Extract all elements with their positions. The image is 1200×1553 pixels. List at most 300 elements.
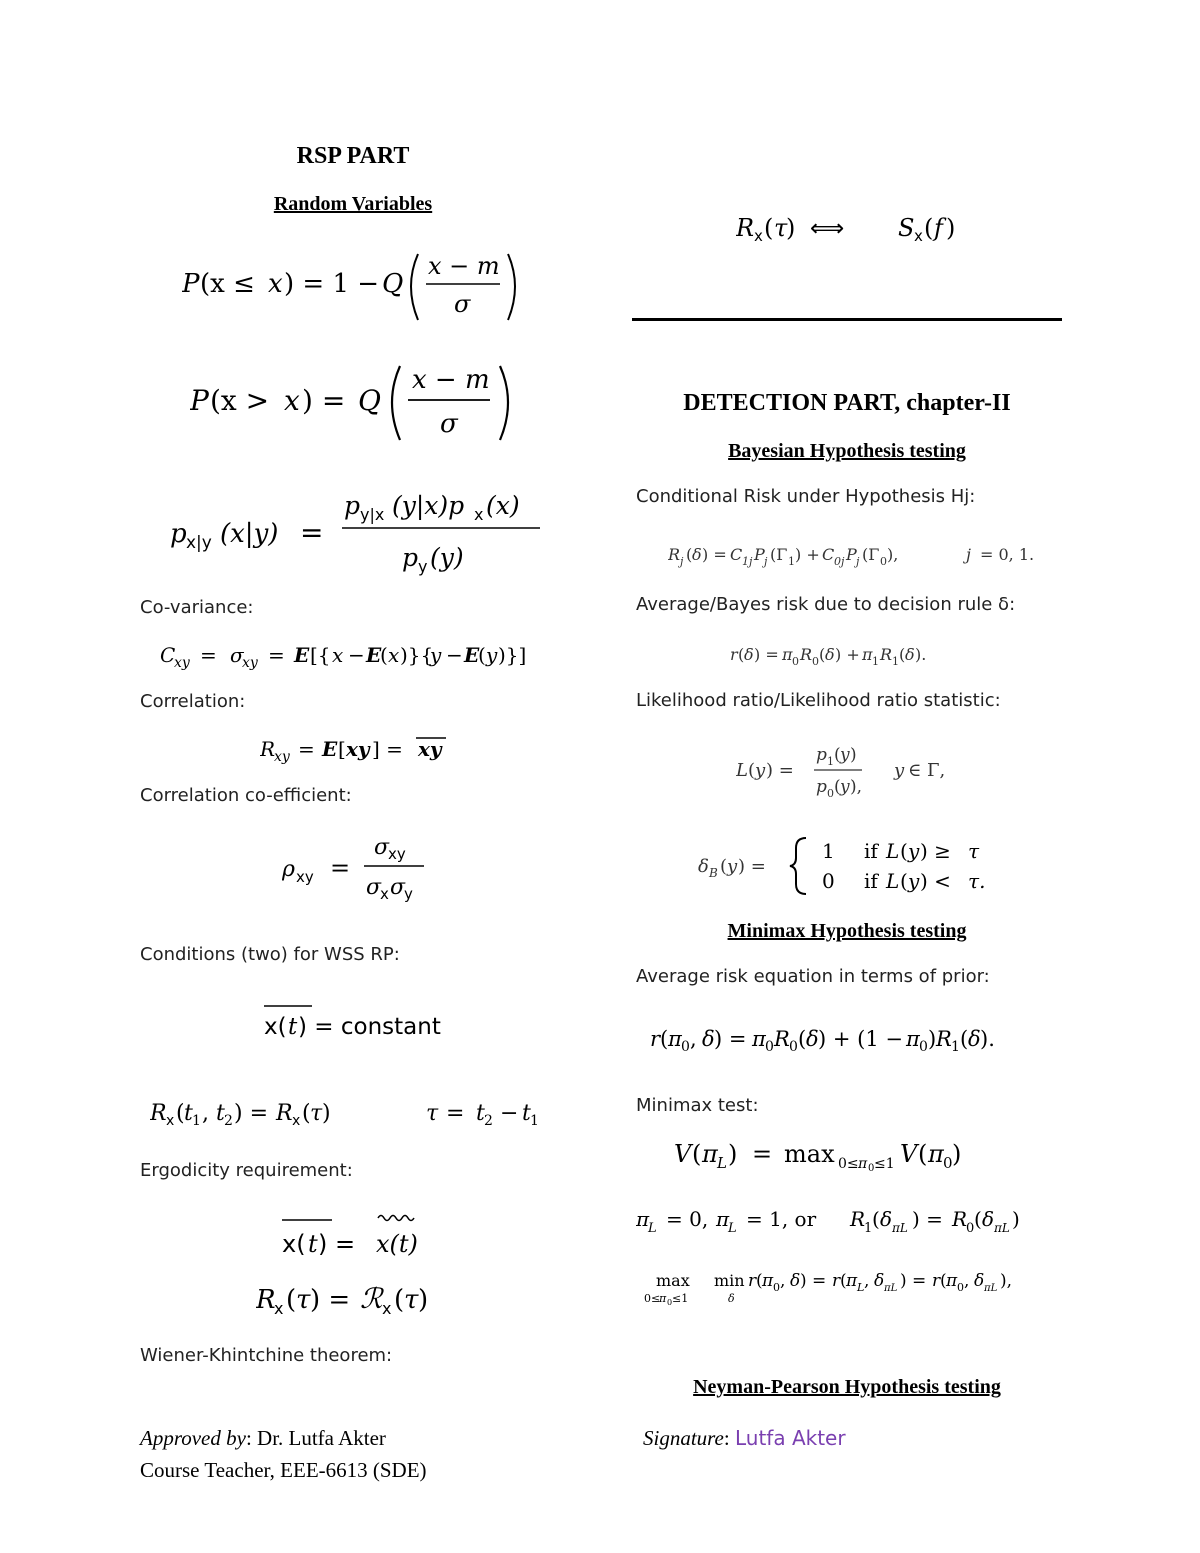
svg-text:0: 0: [773, 1281, 780, 1294]
svg-text:): ): [418, 1285, 429, 1315]
svg-text:): ): [1012, 1207, 1020, 1231]
bayesian-heading: Bayesian Hypothesis testing: [728, 440, 966, 462]
svg-text:0: 0: [812, 655, 819, 668]
svg-text:t: t: [522, 1101, 531, 1126]
svg-text:(: (: [899, 645, 906, 664]
svg-text:xy: xy: [388, 845, 406, 863]
svg-text:Q: Q: [382, 269, 404, 299]
svg-text:τ: τ: [296, 1285, 311, 1315]
svg-text:P: P: [182, 269, 200, 299]
svg-text:πL: πL: [984, 1283, 998, 1294]
svg-text:x: x: [754, 227, 763, 245]
svg-text:S: S: [898, 214, 915, 242]
detection-part-title: DETECTION PART, chapter-II: [683, 390, 1011, 416]
svg-text:(: (: [940, 1271, 947, 1291]
svg-text:π: π: [946, 1271, 958, 1291]
svg-text:xy: xy: [274, 749, 290, 765]
svg-text:1: 1: [822, 839, 835, 863]
svg-text:= 0, 1.: = 0, 1.: [980, 545, 1035, 564]
svg-text:j: j: [680, 555, 684, 568]
svg-text:≤1: ≤1: [672, 1292, 689, 1305]
neyman-pearson-heading: Neyman-Pearson Hypothesis testing: [693, 1376, 1001, 1398]
svg-text:π: π: [636, 1207, 650, 1231]
svg-text:) =: ) =: [714, 1027, 747, 1051]
svg-text:δ: δ: [974, 1271, 985, 1291]
wiener-label: Wiener-Khintchine theorem:: [140, 1345, 393, 1366]
svg-text:(y): (y): [430, 543, 464, 572]
svg-text:x − m: x − m: [428, 252, 500, 280]
svg-text:).: ).: [915, 645, 927, 664]
svg-text:) +: ) +: [835, 645, 860, 664]
svg-text:⟺: ⟺: [810, 214, 845, 242]
svg-text:π: π: [668, 1027, 682, 1051]
svg-text:1: 1: [827, 755, 834, 768]
svg-text:x(: x(: [264, 1014, 287, 1040]
svg-text:y: y: [755, 760, 766, 781]
svg-text:) =: ) =: [754, 645, 779, 664]
svg-text:t: t: [308, 1230, 318, 1258]
eq-correlation: [260, 732, 460, 773]
svg-text:(: (: [834, 745, 841, 765]
svg-text:j: j: [856, 555, 860, 568]
svg-text:σ: σ: [390, 875, 406, 900]
svg-text:x: x: [914, 227, 923, 245]
svg-text:1: 1: [192, 1113, 201, 1129]
svg-text:E: E: [366, 643, 382, 667]
svg-text:): ): [786, 214, 796, 242]
svg-text:=: =: [268, 643, 285, 667]
svg-text:δ: δ: [744, 645, 754, 664]
eq-cdf-gt: [190, 360, 530, 449]
svg-text:0: 0: [827, 787, 834, 800]
svg-text:R: R: [256, 1285, 276, 1315]
svg-text:1: 1: [530, 1113, 539, 1129]
svg-text:(: (: [900, 839, 908, 863]
svg-text:σ: σ: [374, 835, 390, 860]
svg-text:V: V: [674, 1140, 692, 1168]
svg-text:0: 0: [880, 555, 887, 568]
svg-text:[: [: [338, 737, 346, 761]
svg-text:C: C: [730, 545, 743, 564]
svg-text:Q: Q: [358, 384, 381, 417]
svg-text:R: R: [668, 545, 681, 564]
svg-text:P: P: [846, 545, 857, 564]
svg-text:max: max: [656, 1271, 690, 1290]
eq-cond-risk: [668, 540, 1048, 575]
svg-text:P: P: [754, 545, 765, 564]
svg-text:x − m: x − m: [412, 365, 490, 395]
svg-text:(: (: [924, 214, 934, 242]
svg-text:L: L: [717, 1154, 727, 1172]
svg-text:(: (: [834, 777, 841, 797]
svg-text:R: R: [276, 1101, 293, 1126]
svg-text:π: π: [858, 1156, 868, 1172]
eq-bayes-conditional: [170, 482, 550, 583]
svg-text:x: x: [166, 1113, 175, 1129]
eq-likelihood: [736, 738, 976, 807]
svg-text:R: R: [736, 214, 755, 242]
svg-text:(: (: [974, 1207, 982, 1231]
svg-text:τ: τ: [310, 1101, 323, 1126]
svg-text:δ: δ: [905, 645, 915, 664]
svg-text:δ: δ: [698, 856, 709, 877]
ergodicity-label: Ergodicity requirement:: [140, 1160, 353, 1181]
svg-text:ρ: ρ: [282, 857, 295, 882]
svg-text:xy: xy: [296, 868, 314, 886]
svg-text:),: ),: [1000, 1271, 1013, 1291]
svg-text:L: L: [736, 760, 748, 781]
svg-text:(y|x)p: (y|x)p: [392, 491, 465, 520]
svg-text:(: (: [764, 214, 774, 242]
eq-wss-mean: [262, 1002, 472, 1047]
svg-text:j: j: [966, 545, 971, 564]
svg-text:,: ,: [964, 1271, 970, 1291]
signature-label: Signature: [643, 1426, 724, 1450]
svg-text:x: x: [332, 643, 344, 667]
svg-text:=: =: [330, 854, 351, 882]
svg-text:(Γ: (Γ: [770, 545, 788, 564]
svg-text:(x >: (x >: [210, 384, 270, 417]
svg-text:= 1, or: = 1, or: [746, 1207, 817, 1231]
svg-text:(: (: [286, 1285, 297, 1315]
svg-text:(: (: [686, 545, 693, 564]
svg-text:L: L: [728, 1221, 737, 1236]
svg-text:1: 1: [872, 655, 879, 668]
svg-text:(: (: [478, 643, 486, 667]
svg-text:0: 0: [957, 1281, 964, 1294]
svg-text:R: R: [936, 1027, 952, 1051]
svg-text:R: R: [800, 645, 813, 664]
svg-text:) = constant: ) = constant: [298, 1014, 441, 1040]
svg-text:y: y: [404, 885, 413, 903]
svg-text:π: π: [862, 645, 873, 664]
svg-text:R: R: [150, 1101, 167, 1126]
svg-text:t: t: [476, 1101, 485, 1126]
random-variables-heading: Random Variables: [273, 193, 433, 215]
svg-text:y: y: [486, 643, 498, 667]
svg-text:): ): [952, 1140, 962, 1168]
svg-text:(: (: [918, 1140, 928, 1168]
svg-text:δ: δ: [982, 1207, 995, 1231]
svg-text:=: =: [752, 1140, 773, 1168]
svg-text:L: L: [857, 1281, 865, 1294]
svg-text:y: y: [840, 745, 850, 765]
svg-text:π: π: [782, 645, 793, 664]
svg-text:r: r: [832, 1271, 841, 1291]
svg-text:) =: ) =: [912, 1207, 943, 1231]
eq-avg-risk: [650, 1020, 1060, 1061]
svg-text:E: E: [322, 737, 338, 761]
svg-text:πL: πL: [994, 1221, 1010, 1235]
svg-text:(: (: [738, 645, 745, 664]
svg-text:P: P: [190, 384, 209, 417]
svg-text:x(t): x(t): [376, 1230, 418, 1258]
svg-text:σ: σ: [454, 290, 471, 318]
svg-text:0: 0: [765, 1039, 774, 1055]
signature-name: Lutfa Akter: [734, 1426, 846, 1450]
approved-by-label: Approved by: [140, 1426, 246, 1450]
eq-cdf-le: [182, 246, 542, 331]
svg-text:t: t: [216, 1101, 225, 1126]
svg-text:=: =: [298, 737, 315, 761]
svg-text:πL: πL: [892, 1221, 908, 1235]
eq-bayes-risk: [730, 640, 990, 675]
svg-text:x: x: [274, 1299, 284, 1318]
svg-text:t: t: [184, 1101, 193, 1126]
svg-text:) +: ) +: [795, 545, 820, 564]
svg-text:(x): (x): [486, 491, 520, 520]
eq-ergodic-corr: [256, 1278, 466, 1325]
svg-text:y: y: [894, 760, 905, 781]
wss-label: Conditions (two) for WSS RP:: [140, 944, 400, 965]
svg-text:,: ,: [690, 1027, 697, 1051]
likelihood-label: Likelihood ratio/Likelihood ratio statistic:: [636, 690, 1001, 711]
svg-text:y: y: [430, 643, 442, 667]
svg-text:) =: ) =: [310, 1285, 351, 1315]
cond-risk-label: Conditional Risk under Hypothesis Hj:: [636, 486, 976, 507]
svg-text:0: 0: [667, 1298, 673, 1307]
svg-text:π: π: [716, 1207, 730, 1231]
svg-text:(: (: [840, 1271, 847, 1291]
svg-text:) = 1 −: ) = 1 −: [284, 269, 380, 299]
svg-text:L: L: [886, 869, 900, 893]
svg-text:y: y: [418, 557, 428, 576]
svg-text:1: 1: [788, 555, 795, 568]
svg-text:),: ),: [887, 545, 899, 564]
svg-text:π: π: [846, 1271, 858, 1291]
svg-text:π: π: [702, 1140, 718, 1168]
svg-text:π: π: [762, 1271, 774, 1291]
svg-text:(: (: [798, 1027, 807, 1051]
svg-text:=: =: [446, 1101, 465, 1126]
eq-covariance: [160, 638, 560, 679]
svg-text:)}]: )}]: [498, 643, 527, 667]
svg-text:(: (: [380, 643, 388, 667]
svg-text:) =: ) =: [318, 1230, 356, 1258]
svg-text:τ: τ: [404, 1285, 419, 1315]
svg-text:(: (: [302, 1101, 311, 1126]
svg-text:(: (: [756, 1271, 763, 1291]
svg-text:x: x: [474, 505, 484, 524]
approved-by-name: : Dr. Lutfa Akter: [245, 1426, 386, 1450]
svg-text:): ): [946, 214, 956, 242]
svg-text:π: π: [928, 1140, 944, 1168]
svg-text:(x ≤: (x ≤: [200, 269, 255, 299]
covariance-label: Co-variance:: [140, 597, 254, 618]
svg-text:x|y: x|y: [186, 533, 212, 553]
minimax-heading: Minimax Hypothesis testing: [727, 920, 967, 942]
svg-text:y: y: [840, 777, 850, 797]
svg-text:−: −: [348, 643, 365, 667]
svg-text:)}{: )}{: [400, 643, 434, 667]
svg-text:,: ,: [780, 1271, 786, 1291]
svg-text:δ: δ: [692, 545, 702, 564]
svg-text:r: r: [932, 1271, 941, 1291]
svg-text:p: p: [344, 491, 361, 520]
svg-text:B: B: [709, 866, 718, 880]
svg-text:∈ Γ,: ∈ Γ,: [908, 760, 946, 781]
svg-text:C: C: [822, 545, 835, 564]
svg-text:(: (: [872, 1207, 880, 1231]
approved-by-line: [140, 1426, 386, 1451]
svg-text:x: x: [380, 885, 389, 903]
signature-line: [643, 1426, 846, 1451]
minimax-test-label: Minimax test:: [636, 1095, 759, 1116]
svg-text:if: if: [864, 839, 878, 863]
svg-text:0≤: 0≤: [644, 1292, 661, 1305]
svg-text:0: 0: [943, 1154, 953, 1172]
svg-text:xy: xy: [346, 737, 370, 761]
svg-text:) =: ) =: [702, 545, 727, 564]
svg-text:−: −: [446, 643, 463, 667]
svg-text:≤1: ≤1: [874, 1156, 895, 1172]
svg-text:).: ).: [980, 1027, 995, 1051]
svg-text:δ: δ: [880, 1207, 893, 1231]
svg-text:y|x: y|x: [360, 505, 385, 524]
svg-text:E: E: [464, 643, 480, 667]
correlation-label: Correlation:: [140, 691, 246, 712]
svg-text:) =: ) =: [800, 1271, 827, 1291]
svg-text:x: x: [284, 384, 300, 417]
svg-text:C: C: [160, 643, 176, 667]
svg-text:σ: σ: [440, 409, 458, 439]
svg-text:π: π: [659, 1292, 667, 1305]
svg-text:= 0,: = 0,: [666, 1207, 709, 1231]
svg-text:y: y: [727, 856, 738, 877]
svg-text:p: p: [816, 745, 827, 765]
svg-text:L: L: [886, 839, 900, 863]
svg-text:x: x: [268, 269, 283, 299]
svg-text:0: 0: [789, 1039, 798, 1055]
svg-text:): ): [728, 1140, 738, 1168]
svg-text:xy: xy: [418, 737, 442, 761]
svg-text:0: 0: [822, 869, 835, 893]
eq-wiener-khintchine: [736, 208, 976, 253]
svg-text:y: y: [908, 869, 920, 893]
svg-text:r: r: [730, 645, 738, 664]
svg-text:): ): [322, 1101, 331, 1126]
svg-text:L: L: [648, 1221, 657, 1236]
svg-text:0: 0: [792, 655, 799, 668]
svg-text:R: R: [774, 1027, 790, 1051]
svg-text:1: 1: [892, 655, 899, 668]
svg-text:t: t: [288, 1014, 298, 1040]
svg-text:πL: πL: [884, 1283, 898, 1294]
svg-text:p: p: [170, 519, 187, 549]
eq-maxmin: [644, 1266, 1094, 1315]
svg-text:R: R: [952, 1207, 968, 1231]
svg-text:(: (: [819, 645, 826, 664]
svg-text:,: ,: [864, 1271, 870, 1291]
svg-text:) =: ) =: [900, 1271, 927, 1291]
svg-text:δ: δ: [790, 1271, 801, 1291]
svg-text:) =: ) =: [234, 1101, 269, 1126]
eq-minimax-v: [674, 1134, 1034, 1179]
svg-text:σ: σ: [366, 875, 382, 900]
svg-text:π: π: [752, 1027, 766, 1051]
svg-text:τ: τ: [426, 1101, 439, 1126]
svg-text:p: p: [402, 543, 419, 572]
svg-text:τ.: τ.: [968, 869, 986, 893]
svg-text:τ: τ: [968, 839, 980, 863]
svg-text:x: x: [388, 643, 400, 667]
svg-text:[{: [{: [310, 643, 331, 667]
avg-risk-label: Average risk equation in terms of prior:: [636, 966, 990, 987]
svg-text:1j: 1j: [742, 555, 753, 568]
svg-text:x: x: [292, 1113, 301, 1129]
svg-text:0: 0: [681, 1039, 690, 1055]
rsp-part-title: RSP PART: [296, 143, 410, 169]
svg-text:x(: x(: [282, 1230, 306, 1258]
svg-text:,: ,: [202, 1101, 209, 1126]
svg-text:xy: xy: [174, 655, 190, 671]
svg-text:σ: σ: [230, 643, 244, 667]
svg-text:x: x: [382, 1299, 392, 1318]
svg-text:δ: δ: [874, 1271, 885, 1291]
eq-corr-coeff: [282, 828, 442, 913]
corr-coeff-label: Correlation co-efficient:: [140, 785, 352, 806]
bayes-risk-label: Average/Bayes risk due to decision rule δ:: [636, 594, 1016, 615]
svg-text:E: E: [294, 643, 310, 667]
svg-text:xy: xy: [242, 655, 258, 671]
svg-text:R: R: [850, 1207, 866, 1231]
svg-text:δ: δ: [968, 1027, 981, 1051]
svg-text:(: (: [900, 869, 908, 893]
svg-text:δ: δ: [806, 1027, 819, 1051]
svg-text:(: (: [394, 1285, 405, 1315]
svg-text:2: 2: [484, 1113, 493, 1129]
svg-text:2: 2: [224, 1113, 233, 1129]
svg-text:f: f: [934, 214, 943, 242]
svg-text:R: R: [260, 737, 276, 761]
svg-text:(: (: [660, 1027, 669, 1051]
svg-text:0: 0: [868, 1163, 875, 1174]
svg-text:min: min: [714, 1271, 745, 1290]
svg-text:) <: ) <: [920, 869, 951, 893]
svg-text:1: 1: [864, 1221, 873, 1236]
svg-text:0j: 0j: [834, 555, 845, 568]
svg-text:(: (: [960, 1027, 969, 1051]
svg-text:τ: τ: [774, 214, 788, 242]
svg-text:j: j: [764, 555, 768, 568]
svg-text:) + (1 −: ) + (1 −: [818, 1027, 903, 1051]
eq-ergodic-mean: [280, 1208, 440, 1263]
svg-text:=: =: [300, 516, 324, 549]
svg-text:y: y: [908, 839, 920, 863]
course-line: Course Teacher, EEE-6613 (SDE): [140, 1458, 427, 1482]
svg-text:δ: δ: [825, 645, 835, 664]
svg-text:δ: δ: [728, 1292, 735, 1305]
svg-text:ℛ: ℛ: [360, 1282, 383, 1315]
eq-wss-autocorr: [150, 1092, 570, 1137]
svg-text:) =: ) =: [738, 856, 766, 877]
svg-text:p: p: [816, 777, 827, 797]
svg-text:δ: δ: [702, 1027, 715, 1051]
svg-text:π: π: [906, 1027, 920, 1051]
svg-text:0: 0: [919, 1039, 928, 1055]
svg-text:R: R: [880, 645, 893, 664]
svg-text:V: V: [900, 1140, 918, 1168]
svg-text:=: =: [200, 643, 217, 667]
section-divider: [632, 318, 1062, 321]
svg-text:if: if: [864, 869, 878, 893]
signature-colon: :: [723, 1426, 730, 1450]
svg-text:r: r: [650, 1027, 661, 1051]
svg-text:] =: ] =: [372, 737, 403, 761]
svg-text:(: (: [720, 856, 728, 877]
svg-text:max: max: [784, 1140, 835, 1168]
svg-text:(Γ: (Γ: [862, 545, 880, 564]
